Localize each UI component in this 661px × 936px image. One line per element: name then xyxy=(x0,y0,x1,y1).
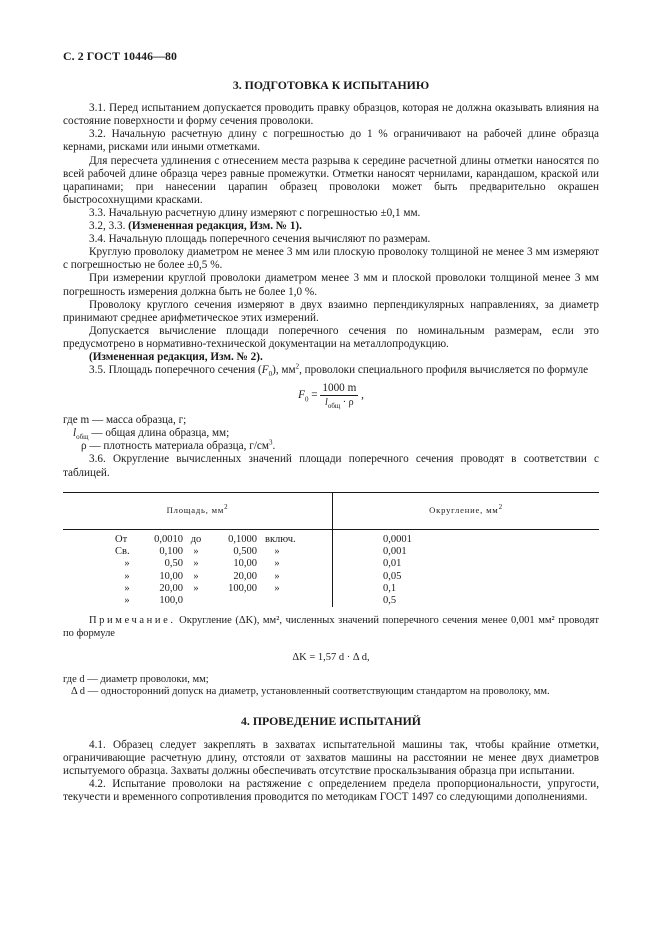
legend-length-sym: l xyxy=(73,427,77,440)
row-pre: » xyxy=(124,595,130,607)
p35-sup: 2 xyxy=(295,362,300,371)
p35-sub: 0 xyxy=(268,370,273,379)
row-from: 0,50 xyxy=(164,558,183,570)
edit-note-1 xyxy=(63,220,599,233)
table-row xyxy=(63,534,332,546)
area-formula xyxy=(63,382,599,411)
p35-part-c: , проволоки специального профиля вычисляется по формуле xyxy=(299,364,589,377)
paragraph-3-2: 3.2. Начальную расчетную длину с погрешностью до 1 % ограничивают на рабочей длине образца кернами, рисками или иными отметками. xyxy=(63,128,599,154)
row-post: » xyxy=(274,582,280,594)
paragraph-4-1: 4.1. Образец следует закреплять в захватах испытательной машины так, чтобы крайние отметки, ограничивающие расчетную длину, отстояли от захватов машины на расстоянии не менее двух диаметров испытуемого образца. Захваты должны обеспечивать отсутствие проскальзывания образца при испытании. xyxy=(63,738,599,778)
paragraph-4-2: 4.2. Испытание проволоки на растяжение с определением предела пропорциональности, упругости, текучести и временного сопротивления проводится по методикам ГОСТ 1497 со следующими дополнениями. xyxy=(63,778,599,804)
row-post: » xyxy=(274,558,280,570)
table-row xyxy=(63,546,332,558)
legend-length xyxy=(63,427,599,440)
row-from: 20,00 xyxy=(159,582,183,594)
formula-fraction xyxy=(320,382,358,409)
formula-numerator: 1000 m xyxy=(320,382,358,396)
paragraph-3-4-measure: Проволоку круглого сечения измеряют в двух взаимно перпендикулярных направлениях, за диаметр принимают среднее арифметическое этих измерений. xyxy=(63,298,599,324)
note-legend-d: где d — диаметр проволоки, мм; xyxy=(63,673,209,685)
row-from: 10,00 xyxy=(159,570,183,582)
rounding-value: 0,5 xyxy=(383,595,397,607)
p35-part-b: ), мм xyxy=(272,364,296,377)
paragraph-3-4-nominal: Допускается вычисление площади поперечного сечения по номинальным размерам, если это предусмотрено в нормативно-технической документации на металлопродукцию. xyxy=(63,324,599,350)
row-mid: до xyxy=(190,533,202,545)
rounding-formula: ΔK = 1,57 d · Δ d, xyxy=(292,651,370,663)
row-pre: » xyxy=(124,570,130,582)
header-area-sup: 2 xyxy=(224,503,229,512)
row-to: 20,00 xyxy=(233,570,257,582)
row-pre: » xyxy=(124,582,130,594)
row-from: 0,100 xyxy=(159,545,183,557)
legend-length-text: — общая длина образца, мм; xyxy=(88,427,230,440)
row-from: 100,0 xyxy=(159,595,183,607)
row-to: 10,00 xyxy=(233,558,257,570)
table-area-column xyxy=(63,529,333,607)
formula-denominator xyxy=(320,396,358,409)
legend-mass xyxy=(63,414,599,427)
rounding-value: 0,001 xyxy=(383,545,407,557)
document-page xyxy=(63,50,599,804)
paragraph-3-3: 3.3. Начальную расчетную длину измеряют с погрешностью ±0,1 мм. xyxy=(89,206,421,219)
formula-lhs-sub: 0 xyxy=(304,395,309,404)
row-mid: » xyxy=(193,545,199,557)
paragraph-3-4: 3.4. Начальную площадь поперечного сечения вычисляют по размерам. xyxy=(89,233,431,246)
formula-den-rho: · ρ xyxy=(340,397,354,409)
table-rounding-column xyxy=(333,529,600,607)
rounding-value: 0,0001 xyxy=(383,533,412,545)
formula-tail: , xyxy=(358,389,364,402)
paragraph-3-4-round: Круглую проволоку диаметром не менее 3 мм или плоскую проволоку толщиной не менее 3 мм измеряют с погрешностью не более ±0,5 %. xyxy=(63,246,599,272)
row-mid: » xyxy=(193,582,199,594)
paragraph-3-1: 3.1. Перед испытанием допускается проводить правку образцов, которая не должна оказывать влияния на состояние поверхности и форму сечения проволоки. xyxy=(63,102,599,128)
formula-den-var: l xyxy=(325,397,328,409)
row-mid: » xyxy=(193,558,199,570)
row-mid: » xyxy=(193,570,199,582)
legend-density: ρ — плотность материала образца, $г/см^3$. xyxy=(81,438,276,453)
legend-density-sym: ρ xyxy=(81,440,87,453)
edit-note-2: (Измененная редакция, Изм. № 2). xyxy=(89,350,263,363)
note-label: Примечание. xyxy=(89,615,176,627)
p35-part-a: 3.5. Площадь поперечного сечения ( xyxy=(89,364,262,377)
formula-legend xyxy=(63,414,599,453)
edit-note-1-clauses: 3.2, 3.3. xyxy=(89,220,126,233)
table-row xyxy=(63,583,332,595)
legend-density-text: — плотность материала образца, г/см xyxy=(86,440,269,453)
paragraph-3-2-marks: Для пересчета удлинения с отнесением места разрыва к середине расчетной длины отметки наносятся по всей рабочей длине образца через равные промежутки. Отметки наносят чернилами, карандашом, краской или царапинами; при нанесении царапин образец проволоки может быть предварительно окрашен быстросохнущими красками. xyxy=(63,154,599,206)
table-header-rounding xyxy=(333,493,600,530)
row-pre: » xyxy=(124,558,130,570)
page-header: С. 2 ГОСТ 10446—80 xyxy=(63,49,178,63)
table-row xyxy=(63,558,332,570)
table-header-area xyxy=(63,493,333,530)
row-from: 0,0010 xyxy=(154,533,183,545)
note-legend-delta-d: Δ d — односторонний допуск на диаметр, установленный соответствующим стандартом на проволоку, мм. xyxy=(71,686,550,698)
table-row xyxy=(63,595,332,607)
formula-eq: = xyxy=(308,389,321,402)
note-text: Округление (ΔK), мм², численных значений поперечного сечения менее 0,001 мм² проводят по формуле xyxy=(63,615,599,639)
formula-lhs: F xyxy=(298,389,305,402)
row-to: 100,00 xyxy=(228,582,257,594)
header-area-text: Площадь, мм xyxy=(166,505,225,516)
header-rounding-sup: 2 xyxy=(498,503,503,512)
paragraph-3-4-small: При измерении круглой проволоки диаметром менее 3 мм и плоской проволоки толщиной менее 3 мм погрешность измерения должна быть не более 1,0 %. xyxy=(63,272,599,298)
header-rounding-text: Округление, мм xyxy=(429,505,499,516)
section-4-title: 4. ПРОВЕДЕНИЕ ИСПЫТАНИЙ xyxy=(241,713,421,728)
legend-mass-sym: где m xyxy=(63,414,90,427)
row-post: » xyxy=(274,570,280,582)
table-row xyxy=(63,571,332,583)
formula-den-sub: общ xyxy=(327,402,341,411)
rounding-table xyxy=(63,493,599,608)
row-to: 0,1000 xyxy=(228,533,257,545)
table-note xyxy=(63,615,599,640)
legend-length-sub: общ xyxy=(76,433,89,442)
legend-mass-text: — масса образца, г; xyxy=(89,414,187,427)
section-3-title: 3. ПОДГОТОВКА К ИСПЫТАНИЮ xyxy=(232,78,430,93)
rounding-value: 0,01 xyxy=(383,558,402,570)
paragraph-3-6: 3.6. Округление вычисленных значений площади поперечного сечения проводят в соответствии с таблицей. xyxy=(63,453,599,479)
p35-var: F xyxy=(261,364,269,377)
row-to: 0,500 xyxy=(233,545,257,557)
legend-density-sup: 3 xyxy=(268,438,273,447)
rounding-value: 0,1 xyxy=(383,582,397,594)
row-pre: От xyxy=(115,533,128,545)
paragraph-3-5 xyxy=(63,364,599,377)
row-pre: Св. xyxy=(115,545,130,557)
row-post: » xyxy=(274,545,280,557)
rounding-value: 0,05 xyxy=(383,570,402,582)
row-post: включ. xyxy=(265,533,296,545)
edit-note-1-text: (Измененная редакция, Изм. № 1). xyxy=(128,220,302,233)
